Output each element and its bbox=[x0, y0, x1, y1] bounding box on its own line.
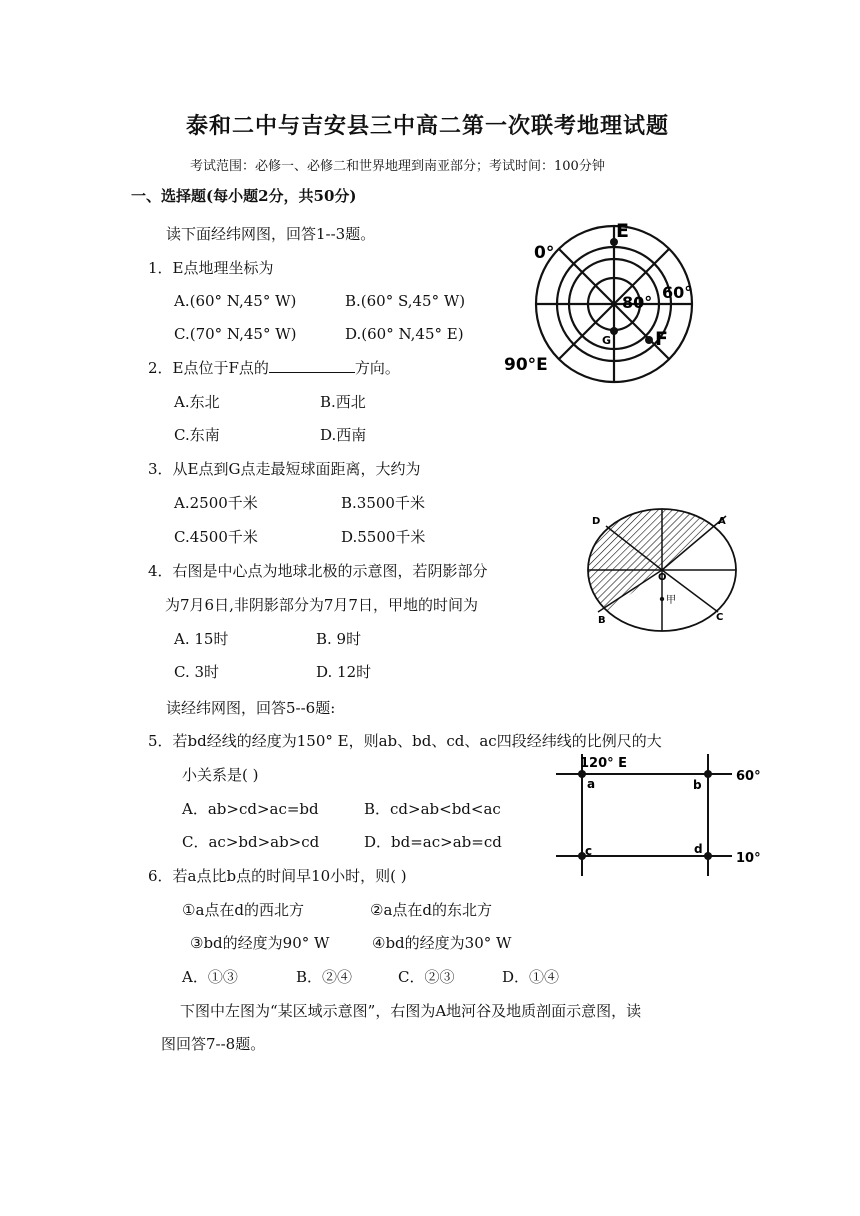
question-4-stem-line2: 为7月6日,非阴影部分为7月7日，甲地的时间为 bbox=[165, 596, 478, 614]
question-6-stem: 6．若a点比b点的时间早10小时，则( ) bbox=[148, 867, 407, 885]
section-heading: 一、选择题(每小题2分，共50分) bbox=[131, 187, 357, 205]
q2-stem-pre: 2．E点位于F点的 bbox=[148, 359, 269, 377]
answer-blank bbox=[269, 358, 355, 373]
q2-stem-post: 方向。 bbox=[354, 359, 400, 377]
label-10-degree: 10° bbox=[736, 851, 761, 866]
q6-option-a: A．①③ bbox=[182, 968, 238, 986]
label-g: G bbox=[602, 334, 612, 347]
point-d bbox=[704, 852, 712, 860]
question-4-stem-line1: 4．右图是中心点为地球北极的示意图，若阴影部分 bbox=[148, 562, 488, 580]
label-60-degree: 60° bbox=[736, 769, 761, 784]
label-e: E bbox=[616, 220, 629, 242]
intro-text-2: 读经纬网图，回答5--6题: bbox=[166, 699, 336, 717]
label-90e: 90°E bbox=[504, 355, 548, 375]
label-80-degree: 80° bbox=[622, 293, 653, 312]
q5-option-c: C．ac>bd>ab>cd bbox=[182, 833, 320, 851]
label-b: b bbox=[693, 778, 702, 792]
q2-option-a: A.东北 bbox=[174, 393, 220, 411]
label-f: F bbox=[655, 328, 668, 350]
intro-text: 读下面经纬网图，回答1--3题。 bbox=[166, 225, 376, 243]
point-g bbox=[610, 327, 618, 335]
label-a: a bbox=[587, 777, 596, 791]
label-60-degree: 60° bbox=[662, 283, 693, 302]
label-c: C bbox=[716, 612, 724, 623]
label-d: d bbox=[694, 842, 703, 856]
exam-info: 考试范围：必修一、必修二和世界地理到南亚部分；考试时间：100分钟 bbox=[190, 159, 605, 174]
q6-option-c: C．②③ bbox=[398, 968, 455, 986]
question-5-stem-line2: 小关系是( ) bbox=[182, 766, 259, 784]
label-d: D bbox=[592, 516, 601, 527]
question-3-stem: 3．从E点到G点走最短球面距离，大约为 bbox=[148, 460, 421, 478]
q2-option-c: C.东南 bbox=[174, 426, 220, 444]
question-5-stem-line1: 5．若bd经线的经度为150° E，则ab、bd、cd、ac四段经纬线的比例尺的大 bbox=[148, 732, 662, 750]
q6-option-d: D．①④ bbox=[502, 968, 560, 986]
q4-option-b: B. 9时 bbox=[316, 630, 362, 648]
q5-option-a: A．ab>cd>ac=bd bbox=[182, 800, 319, 818]
label-jia: 甲 bbox=[666, 595, 676, 606]
intro-text-3-line2: 图回答7--8题。 bbox=[161, 1035, 266, 1053]
q1-option-a: A.(60° N,45° W) bbox=[174, 292, 297, 310]
question-1-stem: 1．E点地理坐标为 bbox=[148, 259, 274, 277]
point-jia bbox=[660, 597, 664, 601]
point-a bbox=[578, 770, 586, 778]
q3-option-b: B.3500千米 bbox=[341, 494, 425, 512]
point-b bbox=[704, 770, 712, 778]
label-120e: 120° E bbox=[580, 756, 628, 771]
polar-date-line-figure bbox=[586, 504, 746, 634]
q3-option-c: C.4500千米 bbox=[174, 528, 258, 546]
q6-statement-4: ④bd的经度为30° W bbox=[372, 934, 512, 952]
q5-option-b: B．cd>ab<bd<ac bbox=[364, 800, 501, 818]
question-2-stem bbox=[148, 358, 400, 378]
q2-option-b: B.西北 bbox=[320, 393, 366, 411]
point-f bbox=[645, 336, 653, 344]
q1-option-b: B.(60° S,45° W) bbox=[345, 292, 466, 310]
intro-text-3-line1: 下图中左图为“某区域示意图”，右图为A地河谷及地质剖面示意图，读 bbox=[180, 1002, 642, 1020]
label-0-degree: 0° bbox=[534, 243, 555, 263]
q3-option-a: A.2500千米 bbox=[174, 494, 258, 512]
q1-option-c: C.(70° N,45° W) bbox=[174, 325, 297, 343]
q6-statement-2: ②a点在d的东北方 bbox=[370, 901, 492, 919]
q4-option-a: A. 15时 bbox=[174, 630, 229, 648]
q6-statement-1: ①a点在d的西北方 bbox=[182, 901, 304, 919]
label-a: A bbox=[718, 516, 726, 527]
q5-option-d: D．bd=ac>ab=cd bbox=[364, 833, 502, 851]
q6-option-b: B．②④ bbox=[296, 968, 353, 986]
q4-option-d: D. 12时 bbox=[316, 663, 372, 681]
label-b: B bbox=[598, 615, 606, 626]
q3-option-d: D.5500千米 bbox=[341, 528, 426, 546]
label-c: c bbox=[585, 844, 593, 858]
polar-graticule-figure bbox=[500, 218, 700, 388]
page-title: 泰和二中与吉安县三中高二第一次联考地理试题 bbox=[186, 113, 670, 139]
q6-statement-3: ③bd的经度为90° W bbox=[190, 934, 330, 952]
q4-option-c: C. 3时 bbox=[174, 663, 220, 681]
label-o: O bbox=[658, 572, 667, 583]
q1-option-d: D.(60° N,45° E) bbox=[345, 325, 464, 343]
q2-option-d: D.西南 bbox=[320, 426, 367, 444]
rect-graticule-figure bbox=[556, 752, 776, 876]
